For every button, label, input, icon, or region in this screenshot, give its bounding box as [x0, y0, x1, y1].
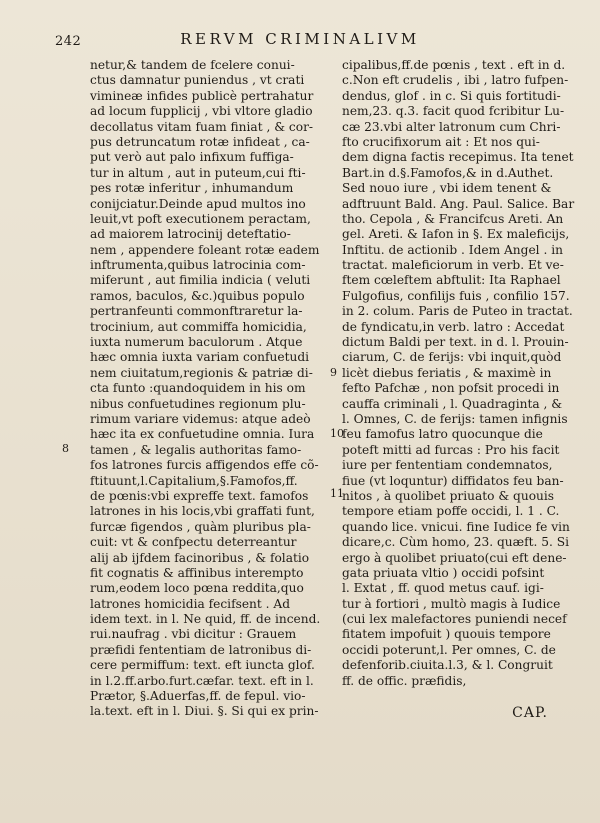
left-column-line: nem ciuitatum,regionis & patriæ di-	[90, 365, 313, 380]
right-column-line: iure per fententiam condemnatos,	[342, 458, 553, 473]
right-column-line: defenforib.ciuita.l.3, & l. Congruit	[342, 658, 553, 673]
left-column-line: leuit,vt poft executionem peractam,	[90, 211, 311, 226]
left-column-line: cuit: vt & confpectu deterreantur	[90, 535, 297, 550]
left-column-line: netur,& tandem de fcelere conui-	[90, 58, 295, 72]
left-column-line: miferunt , aut fimilia indicia ( veluti	[90, 273, 311, 288]
right-column-line: de fyndicatu,in verb. latro : Accedat	[342, 319, 565, 334]
left-column-line: vimineæ infides publicè pertrahatur	[90, 88, 314, 103]
left-column-line: rimum variare videmus: atque adeò	[90, 411, 311, 426]
left-column-line: idem text. in l. Ne quid, ff. de incend.	[90, 612, 321, 627]
right-column-line: dictum Baldi per text. in d. l. Prouin-	[342, 335, 569, 350]
left-column-line: pertranfeunti commonftraretur la-	[90, 304, 303, 319]
right-column-line: fefto Pafchæ , non pofsit procedi in	[342, 381, 560, 396]
left-column-line: ftituunt,l.Capitalium,§.Famofos,ff.	[90, 473, 298, 488]
left-column-line: de pœnis:vbi expreffe text. famofos	[90, 488, 309, 503]
right-column-line: licèt diebus feriatis , & maximè in	[342, 365, 552, 380]
left-column-line: fit cognatis & affinibus interempto	[90, 565, 304, 580]
right-text-column	[342, 58, 575, 689]
left-column-line: ctus damnatur puniendus , vt crati	[90, 73, 305, 88]
right-column-line: dicare,c. Cùm homo, 23. quæft. 5. Si	[342, 535, 569, 550]
right-column-line: Bart.in d.§.Famofos,& in d.Authet.	[342, 165, 554, 180]
left-column-line: tamen , & legalis authoritas famo-	[90, 442, 302, 457]
left-column-line: cta funto :quandoquidem in his om	[90, 381, 306, 396]
right-column-line: feu famofus latro quocunque die	[342, 427, 543, 442]
right-column-line: nem,23. q.3. facit quod fcribitur Lu-	[342, 104, 565, 119]
margin-note-10: 10	[330, 427, 344, 440]
right-column-line: (cui lex malefactores puniendi necef	[342, 612, 567, 627]
left-column-line: in l.2.ff.arbo.furt.cæfar. text. eft in l.	[90, 673, 314, 688]
left-column-line: præfidi fententiam de latronibus di-	[90, 642, 312, 657]
running-head: RERVM CRIMINALIVM	[180, 30, 420, 48]
left-column-line: ad maiorem latrocinij deteftatio-	[90, 227, 291, 242]
left-column-line: fos latrones furcis affigendos effe cõ-	[90, 458, 319, 473]
left-text-column	[90, 58, 334, 720]
left-column-line: ramos, baculos, &c.)quibus populo	[90, 288, 305, 303]
left-column-line: alij ab ijfdem facinoribus , & folatio	[90, 550, 310, 565]
margin-note-8: 8	[62, 442, 69, 455]
left-column-line: Prætor, §.Aduerfas,ff. de fepul. vio-	[90, 689, 306, 704]
left-column-line: conijciatur.Deinde apud multos ino	[90, 196, 306, 211]
left-column-line: latrones homicidia fecifsent . Ad	[90, 596, 291, 611]
right-column-line: tempore etiam poffe occidi, l. 1 . C.	[342, 504, 560, 519]
margin-note-9: 9	[330, 366, 337, 379]
right-column-line: gata priuata vltio ) occidi pofsint	[342, 565, 545, 580]
left-column-line: ad locum fupplicij , vbi vltore gladio	[90, 104, 313, 119]
left-column-line: iuxta numerum baculorum . Atque	[90, 335, 303, 350]
right-column-line: cipalibus,ff.de pœnis , text . eft in d.	[342, 58, 566, 72]
left-column-line: la.text. eft in l. Diui. §. Si qui ex prin-	[90, 704, 319, 719]
right-column-line: occidi poterunt,l. Per omnes, C. de	[342, 642, 556, 657]
page-number: 242	[55, 34, 82, 49]
left-column-line: inftrumenta,quibus latrocinia com-	[90, 258, 306, 273]
right-column-line: dem digna factis recepimus. Ita tenet	[342, 150, 574, 165]
left-column-line: hæc omnia iuxta variam confuetudi	[90, 350, 310, 365]
left-column-line: put verò aut palo infixum fuffiga-	[90, 150, 294, 165]
right-column-line: fitatem impofuit ) quouis tempore	[342, 627, 551, 642]
right-column-line: Sed nouo iure , vbi idem tenent &	[342, 181, 552, 196]
margin-note-11: 11	[330, 487, 344, 500]
left-column-line: latrones in his locis,vbi graffati funt,	[90, 504, 315, 519]
right-column-line: gel. Areti. & Iafon in §. Ex maleficijs,	[342, 227, 570, 242]
left-column-line: furcæ figendos , quàm pluribus pla-	[90, 519, 311, 534]
right-column-line: ciarum, C. de ferijs: vbi inquit,quòd	[342, 350, 562, 365]
right-column-line: l. Extat , ff. quod metus cauf. igi-	[342, 581, 544, 596]
left-column-line: cere permiffum: text. eft iuncta glof.	[90, 658, 315, 673]
left-column-line: pes rotæ inferitur , inhumandum	[90, 181, 294, 196]
left-column-line: decollatus vitam fuam finiat , & cor-	[90, 119, 314, 134]
right-column-line: poteft mitti ad furcas : Pro his facit	[342, 442, 560, 457]
right-column-line: Fulgofius, confilijs fuis , confilio 157.	[342, 288, 570, 303]
left-column-line: pus detruncatum rotæ infideat , ca-	[90, 134, 310, 149]
left-column-line: hæc ita ex confuetudine omnia. Iura	[90, 427, 315, 442]
right-column-line: ff. de offic. præfidis,	[342, 673, 467, 688]
right-column-line: tho. Cepola , & Francifcus Areti. An	[342, 211, 564, 226]
right-column-line: tur à fortiori , multò magis à Iudice	[342, 596, 561, 611]
left-column-line: tur in altum , aut in puteum,cui fti-	[90, 165, 306, 180]
left-column-line: nem , appendere foleant rotæ eadem	[90, 242, 320, 257]
left-column-line: trocinium, aut commiffa homicidia,	[90, 319, 307, 334]
right-column-line: tractat. maleficiorum in verb. Et ve-	[342, 258, 564, 273]
right-column-line: nitos , à quolibet priuato & quouis	[342, 488, 555, 503]
right-column-line: l. Omnes, C. de ferijs: tamen infignis	[342, 411, 568, 426]
right-column-line: Inftitu. de actionib . Idem Angel . in	[342, 242, 563, 257]
right-column-line: ergo à quolibet priuato(cui eft dene-	[342, 550, 567, 565]
left-column-line: rui.naufrag . vbi dicitur : Grauem	[90, 627, 297, 642]
left-column-line: nibus confuetudines regionum plu-	[90, 396, 306, 411]
right-column-line: cauffa criminali , l. Quadraginta , &	[342, 396, 563, 411]
right-column-line: dendus, glof . in c. Si quis fortitudi-	[342, 88, 561, 103]
left-column-line: rum,eodem loco pœna reddita,quo	[90, 581, 304, 596]
right-column-line: cæ 23.vbi alter latronum cum Chri-	[342, 119, 561, 134]
right-column-line: fto crucifixorum ait : Et nos qui-	[342, 134, 540, 149]
right-column-line: quando lice. vnicui. fine Iudice fe vin	[342, 519, 570, 534]
right-column-line: in 2. colum. Paris de Puteo in tractat.	[342, 304, 573, 319]
right-column-line: ftem cœleftem abftulit: Ita Raphael	[342, 273, 561, 288]
right-column-line: c.Non eft crudelis , ibi , latro fufpen-	[342, 73, 569, 88]
right-column-line: fiue (vt loquntur) diffidatos feu ban-	[342, 473, 564, 488]
right-column-line: adftruunt Bald. Ang. Paul. Salice. Bar	[342, 196, 575, 211]
catchword: CAP.	[512, 705, 548, 721]
